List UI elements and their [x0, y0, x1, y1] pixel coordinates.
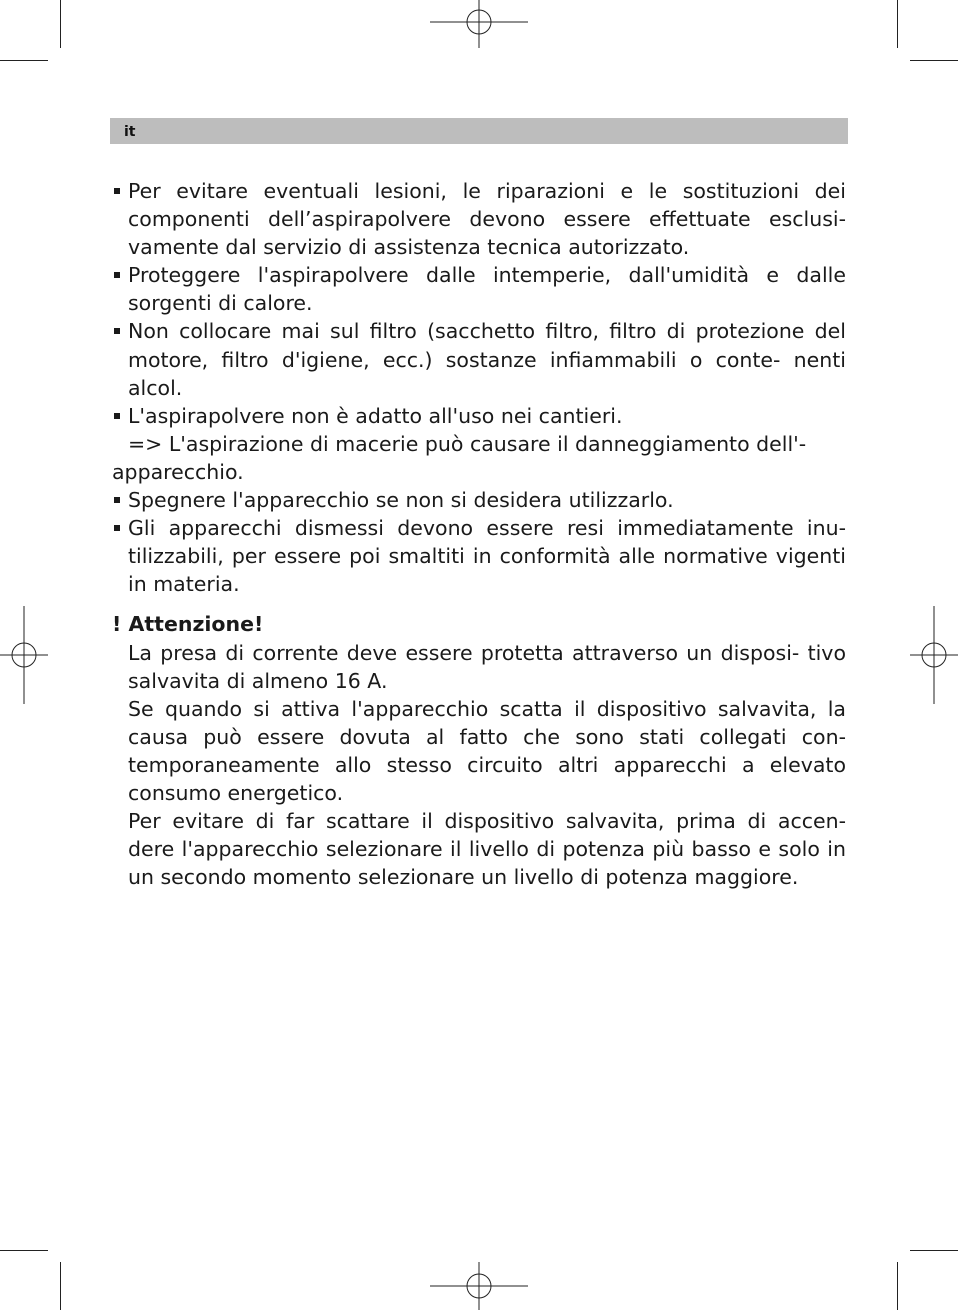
crop-mark-tl-h [0, 60, 48, 61]
warning-paragraph: Se quando si attiva l'apparecchio scatta il dispositivo salvavita, la causa può essere dovuta al fatto che sono stati collegati con- temporaneamente allo stesso circuito altri apparecchi a elevato consumo energetico. [128, 696, 846, 805]
crop-mark-tr-h [910, 60, 958, 61]
list-item: Gli apparecchi dismessi devono essere resi immediatamente inu- tilizzabili, per essere poi smaltiti in conformità alle normative vigenti in materia. [112, 514, 846, 598]
list-item: L'aspirapolvere non è adatto all'uso nei cantieri. [112, 402, 846, 430]
registration-mark-right [910, 606, 958, 704]
crop-mark-br-v [897, 1262, 898, 1310]
crop-mark-tl-v [60, 0, 61, 48]
list-item: Proteggere l'aspirapolvere dalle intemperie, dall'umidità e dalle sorgenti di calore. [112, 261, 846, 317]
instruction-list [112, 177, 846, 598]
warning-paragraph: Per evitare di far scattare il dispositivo salvavita, prima di accen- dere l'apparecchio selezionare il livello di potenza più basso e solo in un secondo momento selezionare un livello di potenza maggiore. [128, 809, 846, 890]
safety-instructions [112, 177, 846, 891]
crop-mark-br-h [910, 1250, 958, 1251]
crop-mark-tr-v [897, 0, 898, 48]
warning-heading: ! Attenzione! [112, 612, 264, 637]
list-item: Spegnere l'apparecchio se non si desidera utilizzarlo. [112, 486, 846, 514]
registration-mark-top [430, 0, 528, 48]
note-line: => L'aspirazione di macerie può causare il danneggiamento dell'- [128, 431, 807, 456]
language-code: it [124, 124, 136, 140]
list-item: Non collocare mai sul filtro (sacchetto filtro, filtro di protezione del motore, filtro d'igiene, ecc.) sostanze infiammabili o conte- nenti alcol. [112, 317, 846, 401]
list-item: Per evitare eventuali lesioni, le riparazioni e le sostituzioni dei componenti dell’aspirapolvere devono essere effettuate esclusi- vamente dal servizio di assistenza tecnica autorizzato. [112, 177, 846, 261]
crop-mark-bl-v [60, 1262, 61, 1310]
note-line-continued: apparecchio. [112, 459, 244, 484]
crop-mark-bl-h [0, 1250, 48, 1251]
registration-mark-bottom [430, 1262, 528, 1310]
language-header-bar [110, 118, 848, 144]
registration-mark-left [0, 606, 48, 704]
list-item-note [112, 430, 846, 486]
warning-paragraph: La presa di corrente deve essere protetta attraverso un disposi- tivo salvavita di almeno 16 A. [128, 640, 846, 693]
